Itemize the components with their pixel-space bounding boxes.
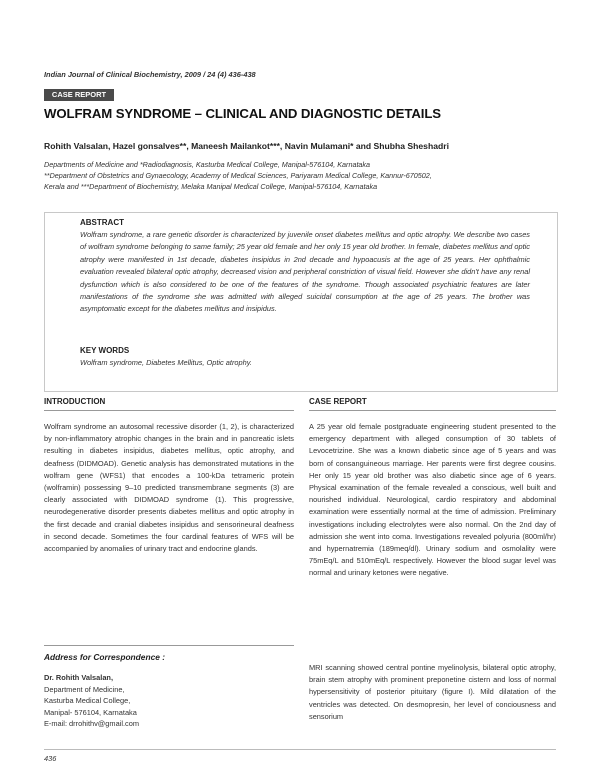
correspondence-block <box>44 672 139 730</box>
introduction-text: Wolfram syndrome an autosomal recessive disorder (1, 2), is characterized by non-inflammatory atrophic changes in the brain and in pancreatic islets resulting in diabetes insipidus, diabetes mellitus, optic atrophy, and deafness (DIDMOAD). Genetic analysis has demonstrated mutations in the wolfram gene (WFS1) that encodes a 100-kDa tetrameric protein (wolframin) possessing 9–10 predicted transmembrane segments (3) are clearly associated with DIDMOAD syndrome (1). This progressive, neurodegenerative disorder presents diabetes mellitus and optic atrophy in the first decade and cranial diabetes insipidus and sensorineural deafness in second decade. Sometimes the four cardinal features of WFS will be accompanied by anomalies of urinary tract and endocrine glands. <box>44 422 294 554</box>
case-report-paragraph-2: MRI scanning showed central pontine myelinolysis, bilateral optic atrophy, brain stem atrophy with prominent preponetine cistern and loss of normal hypersensitivity of posterior pituitary (figure I). Mild dilatation of the ventricles was detected. On desmopresin, her level of conciousness and sensorium <box>309 663 556 721</box>
keywords-heading: KEY WORDS <box>80 346 130 355</box>
correspondence-rule <box>44 645 294 646</box>
affiliation-line: Kerala and ***Department of Biochemistry, Melaka Manipal Medical College, Manipal-576104, Karnataka <box>44 182 378 191</box>
abstract-heading: ABSTRACT <box>80 218 124 227</box>
article-type-badge: CASE REPORT <box>44 89 114 101</box>
case-report-rule <box>309 410 556 411</box>
affiliation-line: **Department of Obstetrics and Gynaecology, Academy of Medical Sciences, Pariyaram Medical College, Kannur-670502, <box>44 171 432 180</box>
article-title: WOLFRAM SYNDROME – CLINICAL AND DIAGNOSTIC DETAILS <box>44 106 441 121</box>
correspondence-line: Department of Medicine, <box>44 684 125 694</box>
journal-citation: Indian Journal of Clinical Biochemistry, 2009 / 24 (4) 436-438 <box>44 70 256 79</box>
abstract-text: Wolfram syndrome, a rare genetic disorder is characterized by juvenile onset diabetes mellitus and optic atrophy. We describe two cases of wolfram syndrome belonging to same family; 25 year old female and her only 15 year old brother. In female, diabetes mellitus and optic atrophy were manifested in 1st decade, diabetes insipidus in 2nd decade and hypoacusis at the age of 25 years. Her ophthalmic evaluation revealed bilateral optic atrophy, decreased vision and peripheral constriction of visual field. However she didn't have any renal dysfunction which is also considered to be one of the features of the syndrome. Though associated psychiatric features are later manifestations of the syndrome she was admitted with alleged suicidal consumption at the age of 25 years. The brother was asymptomatic except for the diabetes mellitus and insipidus. <box>80 230 530 314</box>
case-report-heading: CASE REPORT <box>309 397 367 406</box>
keywords-text: Wolfram syndrome, Diabetes Mellitus, Optic atrophy. <box>80 358 252 367</box>
page-number: 436 <box>44 754 57 763</box>
correspondence-line: Manipal- 576104, Karnataka <box>44 707 137 717</box>
case-report-paragraph-1: A 25 year old female postgraduate engineering student presented to the emergency department with alleged consumption of 30 tablets of Levocetrizine. She was a known diabetic since age of 5 years and was born of consanguineous marriage. Her parents were first degree cousins. Her only 15 year old brother was also diabetic since age of 6 years. Physical examination of the female revealed a conscious, well built and nourished individual. Neurological, cardio respiratory and abdominal examination were essentially normal at the time of admission. Preliminary investigations including electrolytes were also normal. On the 2nd day of admission she went into coma. Investigations revealed polyuria (800ml/hr) and hypernatremia (189meq/dl). Urinary sodium and osmolality were 75mEq/L and 510mEq/L respectively. However the blood sugar level was normal and urinary ketones were negative. <box>309 422 556 578</box>
correspondence-line: Kasturba Medical College, <box>44 696 131 706</box>
affiliations <box>44 159 564 192</box>
correspondence-heading: Address for Correspondence : <box>44 652 165 662</box>
author-list: Rohith Valsalan, Hazel gonsalves**, Maneesh Mailankot***, Navin Mulamani* and Shubha Sheshadri <box>44 141 449 151</box>
introduction-heading: INTRODUCTION <box>44 397 106 406</box>
correspondence-name: Dr. Rohith Valsalan, <box>44 673 113 682</box>
introduction-rule <box>44 410 294 411</box>
correspondence-email: E-mail: drrohithv@gmail.com <box>44 719 139 729</box>
footer-rule <box>44 749 556 750</box>
affiliation-line: Departments of Medicine and *Radiodiagnosis, Kasturba Medical College, Manipal-576104, Karnataka <box>44 160 371 169</box>
